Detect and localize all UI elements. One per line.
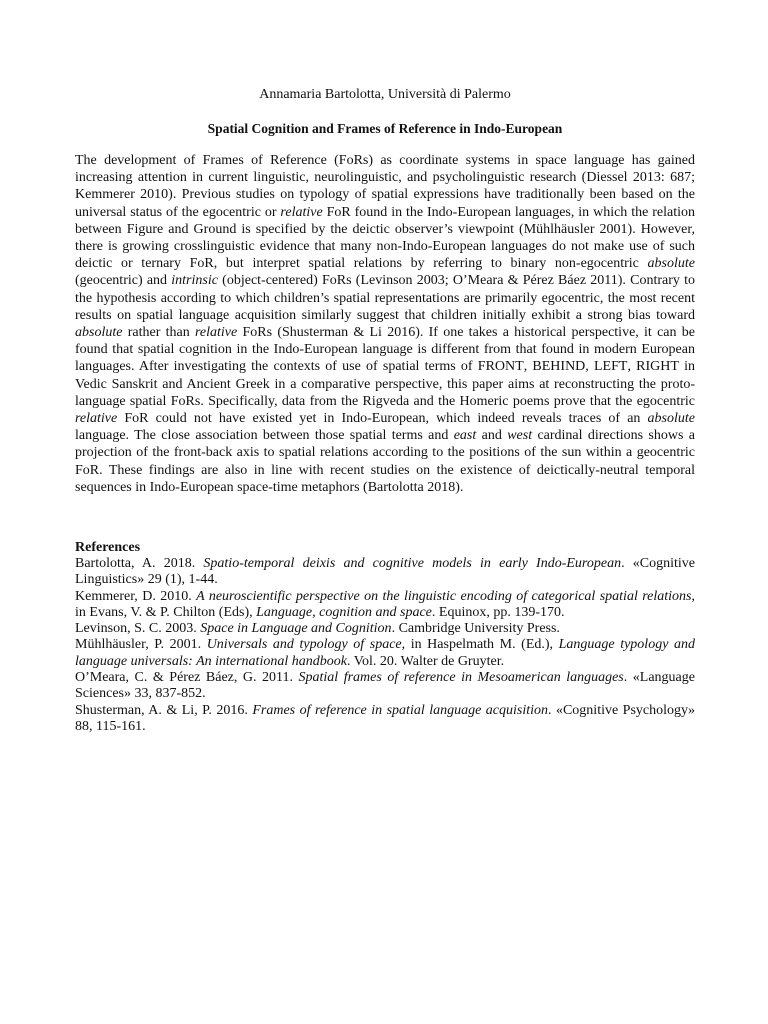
- reference-entry: [75, 637, 695, 670]
- text-run: . «Cognitive Linguistics» 29 (1), 1-44.: [75, 556, 696, 588]
- italic-run: absolute: [647, 411, 695, 427]
- reference-entry: [75, 589, 695, 622]
- text-run: cardinal directions shows a projection of the front-back axis to spatial relations according to the positions of the sun within a geocentric FoR. These findings are also in line with recent studies on the existence of deictically-neutral temporal sequences in Indo-European space-time metaphors (Bartolotta 2018).: [75, 428, 696, 495]
- text-run: FoR could not have existed yet in Indo-European, which indeed reveals traces of an: [117, 411, 648, 427]
- text-run: ,: [523, 359, 533, 375]
- text-run: . «Language Sciences» 33, 837-852.: [75, 670, 695, 702]
- text-run: ,: [627, 359, 637, 375]
- italic-run: east: [453, 428, 477, 444]
- text-run: . Vol. 20. Walter de Gruyter.: [346, 653, 505, 669]
- italic-run: intrinsic: [171, 273, 218, 289]
- abstract-paragraph: [75, 152, 695, 496]
- italic-run: west: [507, 428, 533, 444]
- text-run: rather than: [122, 325, 195, 341]
- italic-run: relative: [194, 325, 238, 341]
- reference-entry: [75, 670, 695, 703]
- text-run: FoR found in the Indo-European languages, in which the relation between Figure and Ground is specified by the deictic observer’s viewpoint (Mühlhäusler 2001). However, there is growing crosslinguistic evidence that many non-Indo-European languages do not make use of such deictic or ternary FoR, but interpret spatial relations by referring to binary non-egocentric: [75, 204, 695, 272]
- small-caps-term: BEHIND: [532, 359, 586, 375]
- text-run: Shusterman, A. & Li, P. 2016.: [75, 702, 253, 718]
- references-list: [75, 556, 695, 735]
- text-run: . Equinox, pp. 139-170.: [431, 604, 565, 620]
- text-run: Mühlhäusler, P. 2001.: [75, 637, 207, 653]
- text-run: , in Haspelmath M. (Ed.),: [401, 637, 559, 653]
- author-line: Annamaria Bartolotta, Università di Palermo: [259, 87, 511, 102]
- text-run: . «Cognitive Psychology» 88, 115-161.: [75, 702, 696, 734]
- italic-run: Universals and typology of space: [206, 637, 402, 653]
- italic-run: relative: [280, 204, 323, 220]
- text-run: , in Evans, V. & P. Chilton (Eds),: [75, 588, 696, 620]
- text-run: and: [476, 428, 508, 444]
- references-heading: References: [75, 540, 141, 555]
- italic-run: Frames of reference in spatial language acquisition: [252, 702, 548, 718]
- italic-run: absolute: [647, 256, 695, 272]
- text-run: Levinson, S. C. 2003.: [75, 621, 201, 637]
- paper-title: Spatial Cognition and Frames of Reference in Indo-European: [207, 121, 563, 136]
- text-run: FoRs (Shusterman & Li 2016). If one takes a historical perspective, it can be found that spatial cognition in the Indo-European language is different from that found in modern European languages. After investigating the contexts of use of spatial terms of: [75, 325, 695, 375]
- italic-run: relative: [75, 411, 118, 427]
- text-run: (geocentric) and: [75, 273, 172, 289]
- text-run: O’Meara, C. & Pérez Báez, G. 2011.: [75, 670, 299, 686]
- text-run: Bartolotta, A. 2018.: [75, 556, 204, 571]
- text-run: Kemmerer, D. 2010.: [75, 588, 197, 604]
- italic-run: Spatial frames of reference in Mesoamerican languages: [298, 670, 624, 686]
- small-caps-term: RIGHT: [636, 359, 679, 375]
- italic-run: A neuroscientific perspective on the linguistic encoding of categorical spatial relations: [196, 588, 692, 604]
- reference-entry: [75, 703, 695, 736]
- italic-run: Language typology and language universals: An international handbook: [75, 637, 695, 669]
- italic-run: Spatio-temporal deixis and cognitive models in early Indo-European: [203, 556, 622, 571]
- small-caps-term: FRONT: [477, 359, 524, 375]
- text-run: language. The close association between those spatial terms and: [75, 428, 454, 444]
- text-run: in Vedic Sanskrit and Ancient Greek in a comparative perspective, this paper aims at reconstructing the proto-language spatial FoRs. Specifically, data from the Rigveda and the Homeric poems prove that the egocentric: [75, 359, 696, 409]
- reference-entry: [75, 556, 695, 589]
- text-run: . Cambridge University Press.: [391, 621, 560, 637]
- text-run: ,: [585, 359, 594, 375]
- text-run: (object-centered) FoRs (Levinson 2003; O’Meara & Pérez Báez 2011). Contrary to the hypothesis according to which children’s spatial representations are primarily egocentric, the most recent results on spatial language acquisition similarly suggest that children initially exhibit a strong bias toward: [75, 273, 695, 323]
- text-run: The development of Frames of Reference (FoRs) as coordinate systems in space language has gained increasing attention in current linguistic, neurolinguistic, and psycholinguistic research (Diessel 2013: 687; Kemmerer 2010). Previous studies on typology of spatial expressions have traditionally been based on the universal status of the egocentric or: [75, 153, 695, 220]
- italic-run: absolute: [75, 325, 123, 341]
- italic-run: Space in Language and Cognition: [200, 621, 392, 637]
- reference-entry: [75, 621, 695, 637]
- small-caps-term: LEFT: [594, 359, 628, 375]
- italic-run: Language, cognition and space: [256, 604, 432, 620]
